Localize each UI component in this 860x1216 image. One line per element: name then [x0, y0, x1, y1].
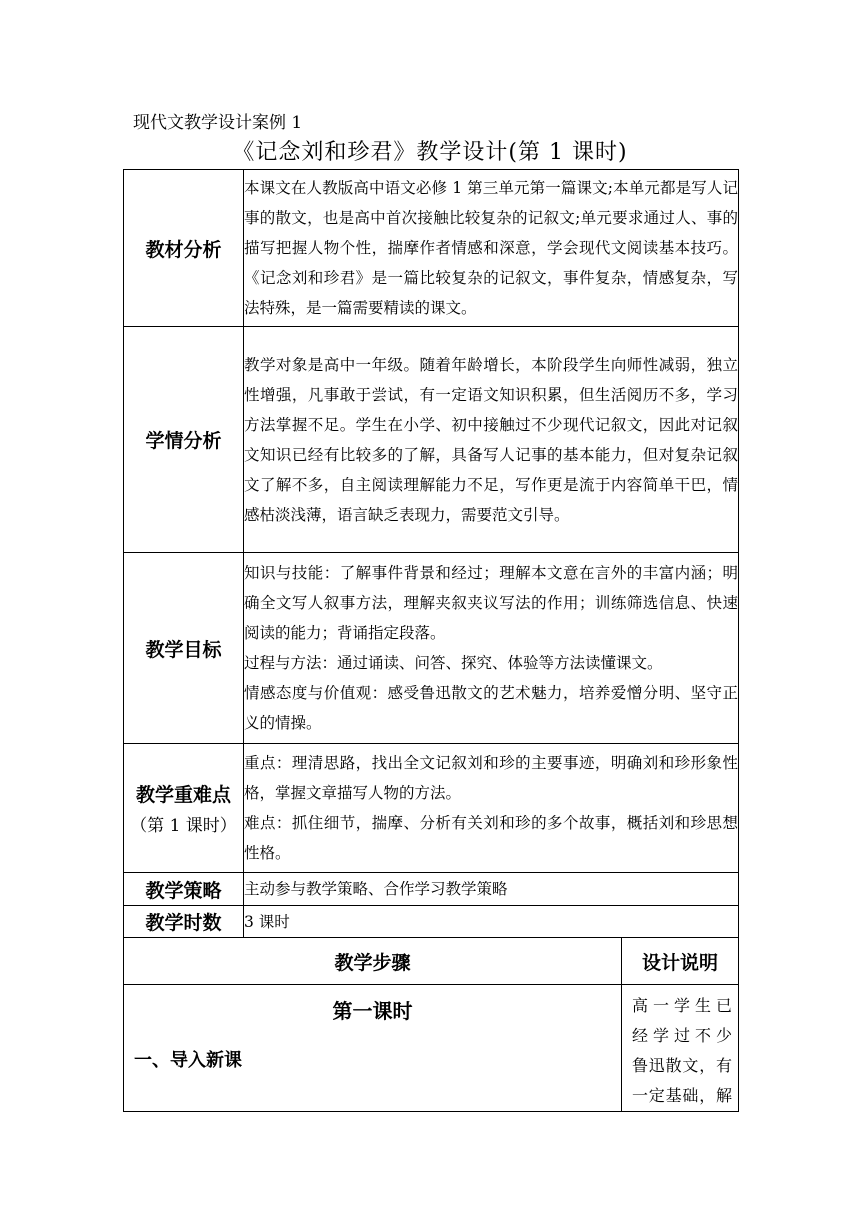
note-line: 一定基础，解 — [632, 1086, 732, 1105]
row-teaching-goals — [124, 553, 739, 744]
material-analysis-text: 本课文在人教版高中语文必修 1 第三单元第一篇课文;本单元都是写人记事的散文，也是高中首次接触比较复杂的记叙文;单元要求通过人、事的描写把握人物个性，揣摩作者情感和深意，学会现代文阅读基本技巧。《记念刘和珍君》是一篇比较复杂的记叙文，事件复杂，情感复杂，写法特殊，是一篇需要精读的课文。 — [244, 170, 739, 327]
note-line: 鲁迅散文，有 — [632, 1056, 732, 1075]
key-point-text: 重点：理清思路，找出全文记叙刘和珍的主要事迹，明确刘和珍形象性格，掌握文章描写人物的方法。 — [244, 754, 738, 802]
key-points-cell — [244, 744, 739, 873]
design-notes-cell — [622, 985, 739, 1112]
goal-knowledge: 知识与技能：了解事件背景和经过；理解本文意在言外的丰富内涵；明确全文写人叙事方法，理解夹叙夹议写法的作用；训练筛选信息、快速阅读的能力；背诵指定段落。 — [244, 564, 738, 642]
teaching-steps-table — [123, 937, 739, 1112]
document-title: 《记念刘和珍君》教学设计(第 1 课时) — [232, 140, 628, 165]
keypoints-sublabel: （第 1 课时） — [130, 816, 237, 836]
learner-analysis-text: 教学对象是高中一年级。随着年龄增长，本阶段学生向师性减弱，独立性增强，凡事敢于尝试，有一定语文知识积累，但生活阅历不多，学习方法掌握不足。学生在小学、初中接触过不少现代记叙文，因此对记叙文知识已经有比较多的了解，具备写人记事的基本能力，但对复杂记叙文了解不多，自主阅读理解能力不足，写作更是流于内容简单干巴，情感枯淡浅薄，语言缺乏表现力，需要范文引导。 — [244, 327, 739, 553]
hours-text: 3 课时 — [244, 906, 739, 938]
goal-emotion: 情感态度与价值观：感受鲁迅散文的艺术魅力，培养爱憎分明、坚守正义的情操。 — [244, 684, 738, 732]
difficulty-text: 难点：抓住细节，揣摩、分析有关刘和珍的多个故事，概括刘和珍思想性格。 — [244, 814, 738, 862]
row-material-analysis — [124, 170, 739, 327]
row-learner-analysis — [124, 327, 739, 553]
row-label-hours: 教学时数 — [124, 906, 244, 938]
col-header-steps: 教学步骤 — [124, 938, 622, 985]
row-hours — [124, 906, 739, 938]
col-header-notes: 设计说明 — [622, 938, 739, 985]
row-label-learner: 学情分析 — [124, 327, 244, 553]
goal-process: 过程与方法：通过诵读、问答、探究、体验等方法读懂课文。 — [244, 654, 663, 672]
case-label: 现代文教学设计案例 1 — [133, 113, 303, 133]
row-strategy — [124, 873, 739, 906]
lesson-1-cell — [124, 985, 622, 1112]
section-heading-intro: 一、导入新课 — [134, 1050, 242, 1071]
row-label-goals: 教学目标 — [124, 553, 244, 744]
strategy-text: 主动参与教学策略、合作学习教学策略 — [244, 873, 739, 906]
row-label-keypoints — [124, 744, 244, 873]
teaching-goals-cell — [244, 553, 739, 744]
steps-header-row — [124, 938, 739, 985]
lesson-title: 第一课时 — [332, 999, 413, 1023]
keypoints-label: 教学重难点 — [135, 784, 231, 806]
lesson-1-row — [124, 985, 739, 1112]
row-label-strategy: 教学策略 — [124, 873, 244, 906]
note-line: 高一学生已 — [632, 996, 732, 1015]
note-line: 经学过不少 — [632, 1026, 732, 1045]
lesson-plan-table — [123, 169, 739, 938]
row-label-material: 教材分析 — [124, 170, 244, 327]
row-key-points — [124, 744, 739, 873]
